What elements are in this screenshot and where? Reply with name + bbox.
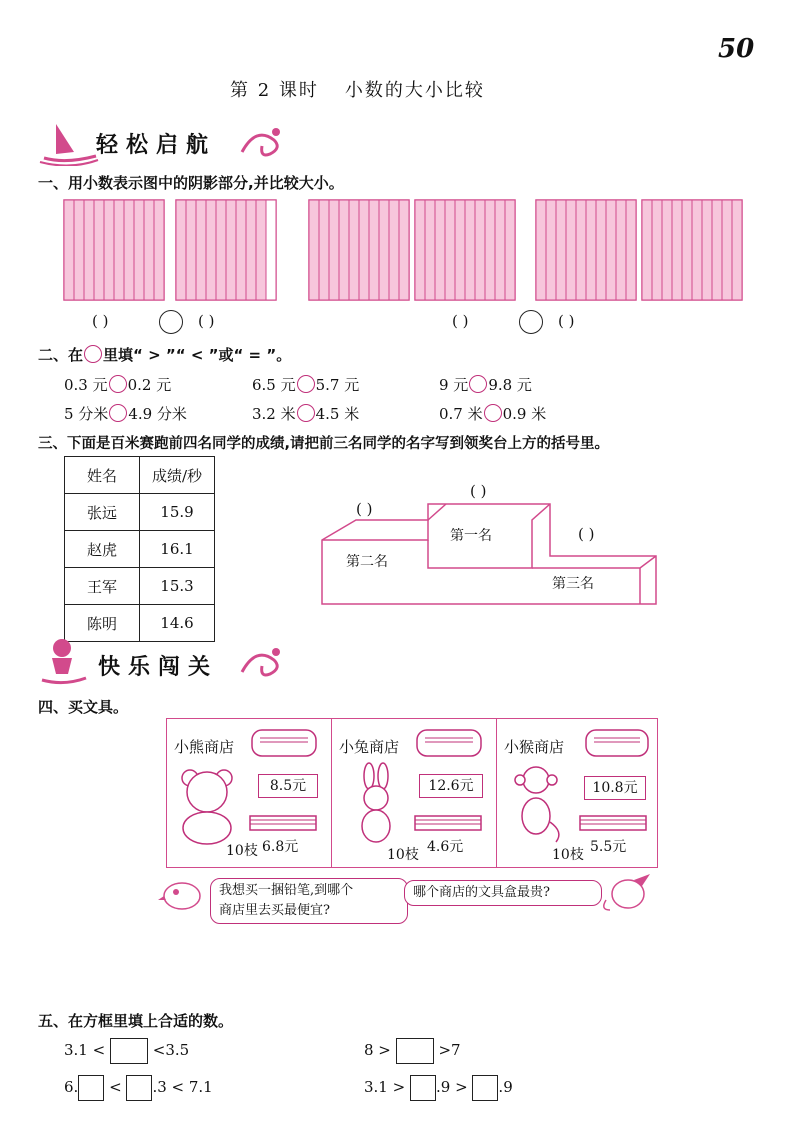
q2-circle-sample [84, 345, 102, 363]
q2-circle-1[interactable] [109, 375, 127, 393]
pencil-box-icon [250, 726, 320, 760]
speech-bubble-pencil [210, 878, 408, 924]
q2-item-1-right: 0.2 元 [127, 376, 172, 394]
q1-shaded-grids [60, 196, 750, 304]
shop-monkey-pencil-price: 5.5元 [590, 839, 627, 855]
shaded-strip [712, 200, 722, 300]
bear-icon [174, 766, 242, 846]
q2-item-3 [439, 374, 532, 395]
q2-item-6 [439, 403, 546, 424]
cell-time: 16.1 [140, 531, 215, 568]
cell-name: 张远 [65, 494, 140, 531]
shaded-strip [606, 200, 616, 300]
table-row [65, 494, 215, 531]
shop-monkey [496, 718, 656, 866]
q2-item-1 [64, 374, 171, 395]
shaded-strip [465, 200, 475, 300]
cell-name: 陈明 [65, 605, 140, 642]
speech-bubble-box: 哪个商店的文具盒最贵? [404, 880, 602, 906]
q5-r1b-pre: 8 > [364, 1041, 391, 1059]
shop-bear-pencil-count: 10枝 [226, 843, 258, 859]
q2-item-5 [252, 403, 359, 424]
shaded-strip [114, 200, 124, 300]
sailboat-icon [36, 118, 100, 166]
shaded-strip [339, 200, 349, 300]
shaded-strip [309, 200, 319, 300]
table-row [65, 568, 215, 605]
page-number: 50 [718, 34, 755, 64]
shaded-strip [425, 200, 435, 300]
q5-r2b-pre: 3.1 > [364, 1078, 406, 1096]
q3-instruction: 三、下面是百米赛跑前四名同学的成绩,请把前三名同学的名字写到领奖台上方的括号里。 [38, 436, 610, 452]
q2-circle-4[interactable] [109, 404, 127, 422]
cell-name: 赵虎 [65, 531, 140, 568]
q1-compare-circle-2[interactable] [519, 310, 543, 334]
banner-happy-challenge-text: 快乐闯关 [98, 655, 219, 680]
shaded-strip [576, 200, 586, 300]
shaded-strip [732, 200, 742, 300]
q1-answer-paren-3: ( ) [452, 312, 469, 330]
shop-rabbit-name: 小兔商店 [339, 738, 400, 756]
shaded-strip [616, 200, 626, 300]
q5-row2-b [364, 1075, 513, 1101]
shaded-strip [134, 200, 144, 300]
shaded-strip [94, 200, 104, 300]
q2-circle-3[interactable] [469, 375, 487, 393]
shop-rabbit-pencil-count: 10枝 [387, 847, 419, 863]
shaded-strip [546, 200, 556, 300]
cell-time: 14.6 [140, 605, 215, 642]
q4-instruction: 四、买文具。 [38, 698, 129, 716]
q2-instruction [38, 344, 291, 365]
q2-circle-6[interactable] [484, 404, 502, 422]
shop-bear-pencil-price: 6.8元 [262, 839, 299, 855]
pencil-box-icon [584, 726, 650, 760]
shaded-strip [236, 200, 246, 300]
q2-item-2-right: 5.7 元 [315, 376, 360, 394]
shaded-strip [319, 200, 329, 300]
shaded-strip [672, 200, 682, 300]
score-table [64, 456, 215, 642]
shaded-strip [435, 200, 445, 300]
swirl-ornament-icon [236, 642, 286, 684]
shaded-strip [536, 200, 546, 300]
shaded-strip [74, 200, 84, 300]
shop-bear-name: 小熊商店 [174, 738, 235, 756]
q5-box-5[interactable] [410, 1075, 436, 1101]
q2-item-3-left: 9 元 [439, 376, 469, 394]
shaded-strip [124, 200, 134, 300]
podium-first-label: 第一名 [450, 528, 492, 544]
shaded-strip [586, 200, 596, 300]
q2-circle-2[interactable] [297, 375, 315, 393]
shaded-strip [379, 200, 389, 300]
empty-strip [266, 200, 276, 300]
q5-r2a-pre: 6. [64, 1078, 79, 1096]
shaded-strip [226, 200, 236, 300]
q2-prefix: 二、在 [38, 346, 84, 364]
shaded-strip [662, 200, 672, 300]
podium-third-paren: ( ) [578, 525, 595, 543]
q5-r1b-post: >7 [438, 1041, 461, 1059]
q2-item-4 [64, 403, 187, 424]
q5-box-6[interactable] [472, 1075, 498, 1101]
q2-item-6-right: 0.9 米 [502, 405, 547, 423]
kid-skater-icon [36, 636, 94, 686]
shaded-strip [445, 200, 455, 300]
q2-item-3-right: 9.8 元 [488, 376, 532, 394]
q5-box-4[interactable] [126, 1075, 152, 1101]
shaded-strip [626, 200, 636, 300]
shop-monkey-box-price: 10.8元 [584, 776, 646, 800]
shaded-strip [349, 200, 359, 300]
shaded-strip [495, 200, 505, 300]
q5-row2-a [64, 1075, 213, 1101]
shaded-strip [399, 200, 409, 300]
shaded-strip [485, 200, 495, 300]
shop-bear [166, 718, 330, 866]
shaded-strip [84, 200, 94, 300]
shaded-strip [596, 200, 606, 300]
shaded-strip [104, 200, 114, 300]
q1-answer-paren-2: ( ) [198, 312, 215, 330]
q5-r2a-post: .3 < 7.1 [152, 1078, 213, 1096]
shaded-strip [196, 200, 206, 300]
shaded-strip [369, 200, 379, 300]
q5-row1-b [364, 1038, 461, 1064]
q5-r2b-mid: .9 > [435, 1078, 468, 1096]
header-time: 成绩/秒 [140, 457, 215, 494]
lesson-topic: 小数的大小比较 [344, 80, 485, 101]
pencil-box-icon [415, 726, 485, 760]
q5-r1a-pre: 3.1 < [64, 1041, 106, 1059]
shaded-strip [652, 200, 662, 300]
podium-first-paren: ( ) [470, 482, 487, 500]
shaded-strip [455, 200, 465, 300]
shaded-strip [216, 200, 226, 300]
shaded-strip [415, 200, 425, 300]
pencil-bundle-icon [413, 812, 485, 836]
podium-second-label: 第二名 [346, 554, 388, 570]
q2-item-5-left: 3.2 米 [252, 405, 296, 423]
q1-instruction: 一、用小数表示图中的阴影部分,并比较大小。 [38, 174, 344, 192]
shaded-strip [505, 200, 515, 300]
bird-icon [158, 874, 208, 914]
q5-box-1[interactable] [110, 1038, 148, 1064]
q2-item-6-left: 0.7 米 [439, 405, 483, 423]
monkey-icon [508, 762, 568, 846]
shaded-strip [144, 200, 154, 300]
banner-happy-challenge [36, 636, 286, 688]
shaded-strip [176, 200, 186, 300]
q5-r1a-post: <3.5 [152, 1041, 190, 1059]
shop-rabbit-box-price: 12.6元 [419, 774, 483, 798]
shaded-strip [64, 200, 74, 300]
pencil-bundle-icon [578, 812, 650, 836]
shaded-strip [702, 200, 712, 300]
shaded-strip [154, 200, 164, 300]
bubble1-line2: 商店里去买最便宜? [219, 903, 330, 918]
q5-instruction: 五、在方框里填上合适的数。 [38, 1012, 234, 1030]
shop-monkey-pencil-count: 10枝 [552, 847, 584, 863]
shaded-strip [389, 200, 399, 300]
q5-r2a-mid: < [109, 1078, 122, 1096]
penguin-bird-icon [598, 866, 658, 916]
shop-rabbit [331, 718, 495, 866]
shop-rabbit-pencil-price: 4.6元 [427, 839, 464, 855]
q2-item-5-right: 4.5 米 [315, 405, 360, 423]
shaded-strip [692, 200, 702, 300]
cell-time: 15.3 [140, 568, 215, 605]
lesson-title [230, 76, 485, 102]
shaded-strip [682, 200, 692, 300]
shaded-strip [246, 200, 256, 300]
shaded-strip [722, 200, 732, 300]
lesson-number: 第 2 课时 [230, 80, 319, 101]
banner-easy-start [36, 118, 286, 168]
q1-answer-paren-1: ( ) [92, 312, 109, 330]
podium-third-label: 第三名 [552, 576, 594, 592]
shaded-strip [642, 200, 652, 300]
pencil-bundle-icon [248, 812, 320, 836]
shaded-strip [359, 200, 369, 300]
q2-suffix: 里填“ > ”“ < ”或“ = ”。 [103, 346, 292, 364]
q2-item-4-left: 5 分米 [64, 405, 109, 423]
table-row [65, 531, 215, 568]
shaded-strip [556, 200, 566, 300]
shaded-strip [256, 200, 266, 300]
rabbit-icon [349, 762, 405, 846]
banner-easy-start-text: 轻松启航 [96, 133, 217, 158]
cell-time: 15.9 [140, 494, 215, 531]
q5-row1-a [64, 1038, 189, 1064]
shaded-strip [186, 200, 196, 300]
q2-circle-5[interactable] [297, 404, 315, 422]
q5-box-2[interactable] [396, 1038, 434, 1064]
cell-name: 王军 [65, 568, 140, 605]
q2-item-2-left: 6.5 元 [252, 376, 296, 394]
shop-bear-box-price: 8.5元 [258, 774, 318, 798]
shaded-strip [329, 200, 339, 300]
shaded-strip [475, 200, 485, 300]
q5-r2b-post: .9 [498, 1078, 513, 1096]
q1-compare-circle-1[interactable] [159, 310, 183, 334]
header-name: 姓名 [65, 457, 140, 494]
podium-second-paren: ( ) [356, 500, 373, 518]
q2-item-4-right: 4.9 分米 [128, 405, 187, 423]
bubble1-line1: 我想买一捆铅笔,到哪个 [219, 883, 354, 898]
q2-item-2 [252, 374, 359, 395]
swirl-ornament-icon [236, 122, 286, 164]
shaded-strip [206, 200, 216, 300]
shaded-strip [566, 200, 576, 300]
q2-item-1-left: 0.3 元 [64, 376, 108, 394]
q5-box-3[interactable] [78, 1075, 104, 1101]
q1-answer-paren-4: ( ) [558, 312, 575, 330]
shop-monkey-name: 小猴商店 [504, 738, 565, 756]
